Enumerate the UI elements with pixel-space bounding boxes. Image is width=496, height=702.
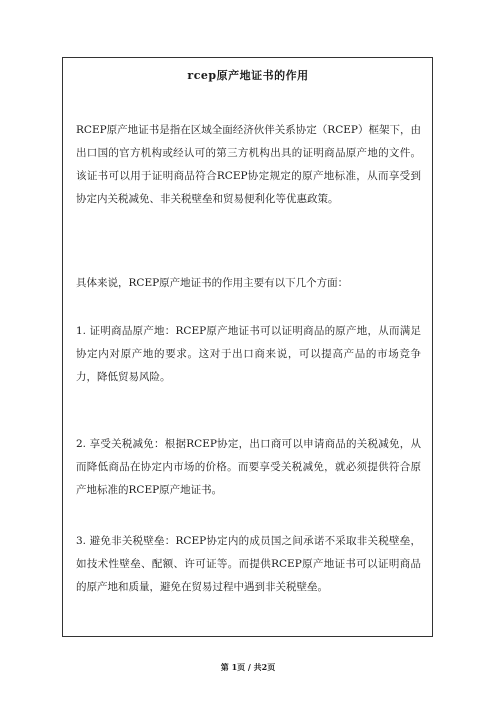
list-item-tariff-reduction: 2. 享受关税减免：根据RCEP协定，出口商可以申请商品的关税减免，从而降低商品在协定内市场的价格。而要享受关税减免，就必须提供符合原产地标准的RCEP原产地证书。 — [76, 438, 421, 496]
list-item-origin-proof: 1. 证明商品原产地：RCEP原产地证书可以证明商品的原产地，从而满足协定内对原产地的要求。这对于出口商来说，可以提高产品的市场竞争力，降低贸易风险。 — [76, 325, 421, 383]
document-title: rcep原产地证书的作用 — [187, 69, 309, 82]
intro-paragraph: RCEP原产地证书是指在区域全面经济伙伴关系协定（RCEP）框架下，由出口国的官方机构或经认可的第三方机构出具的证明商品原产地的文件。该证书可以用于证明商品符合RCEP协定规定的原产地标准，从而享受到协定内关税减免、非关税壁垒和贸易便利化等优惠政策。 — [76, 124, 421, 205]
list-item-non-tariff-barriers: 3. 避免非关税壁垒：RCEP协定内的成员国之间承诺不采取非关税壁垒，如技术性壁垒、配额、许可证等。而提供RCEP原产地证书可以证明商品的原产地和质量，避免在贸易过程中遇到非关税壁垒。 — [76, 535, 421, 593]
page-number: 第 1页 / 共2页 — [220, 662, 276, 672]
lead-paragraph: 具体来说，RCEP原产地证书的作用主要有以下几个方面： — [76, 277, 349, 289]
